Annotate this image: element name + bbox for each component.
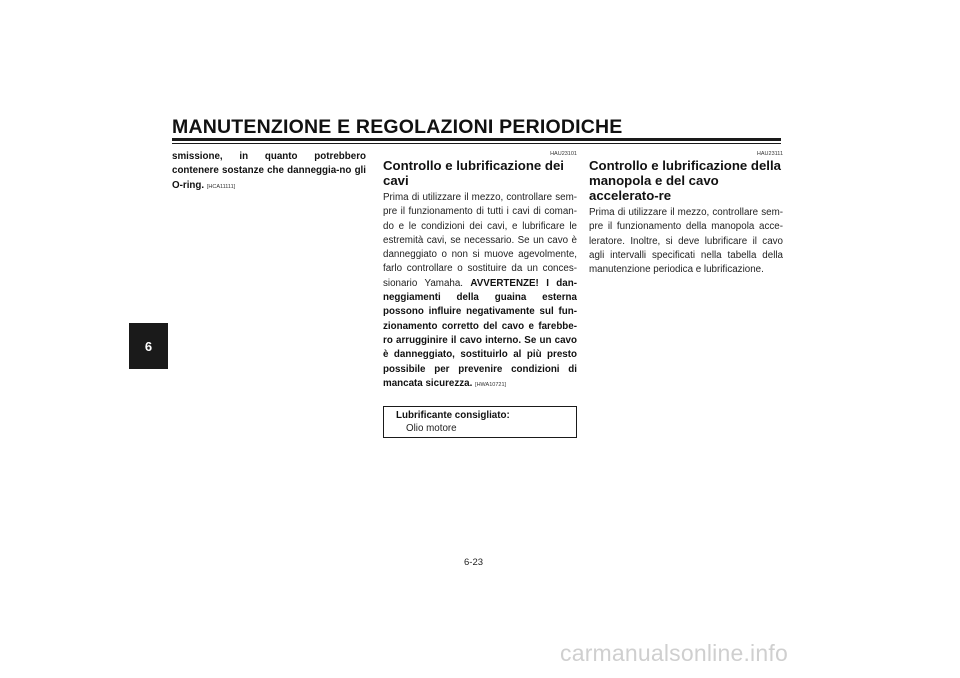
column-2	[383, 150, 577, 438]
section-body-throttle: Prima di utilizzare il mezzo, controllare sem-pre il funzionamento della manopola acce-leratore. Inoltre, si deve lubrificare il cavo agli intervalli specificati nella tabella della manutenzione periodica e lubrificazione.	[589, 207, 783, 276]
section-code: HAU23111	[756, 151, 783, 157]
page-number: 6-23	[464, 557, 484, 568]
section-heading-throttle: Controllo e lubrificazione della manopola e del cavo accelerato-re	[589, 158, 781, 203]
body-text: Prima di utilizzare il mezzo, controllare sem-pre il funzionamento di tutti i cavi di coman-do e le condizioni dei cavi, e lubrificare le estremità cavi, se necessario. Se un cavo è danneggiato o non si muove agevolmente, farlo controllare o sostituire da un conces-sionario Yamaha.	[383, 192, 577, 289]
column-1	[172, 150, 366, 194]
section-heading-cables: Controllo e lubrificazione dei cavi	[383, 158, 564, 188]
continued-caution-text	[172, 150, 366, 194]
warning-code: [HWA10721]	[475, 381, 507, 388]
watermark: carmanualsonline.info	[560, 640, 788, 666]
column-3	[589, 150, 783, 277]
lubricant-box	[383, 406, 577, 438]
title-rule	[172, 138, 781, 141]
lubricant-label: Lubrificante consigliato:	[396, 410, 510, 422]
caution-text: smissione, in quanto potrebbero contenere sostanze che danneggia-no gli O-ring.	[172, 151, 366, 191]
page-title: MANUTENZIONE E REGOLAZIONI PERIODICHE	[172, 116, 623, 138]
title-rule-thin	[172, 143, 781, 144]
section-code: HAU23101	[550, 151, 577, 157]
lubricant-value: Olio motore	[406, 422, 457, 434]
section-body-cables	[383, 191, 577, 392]
chapter-tab: 6	[129, 323, 168, 369]
warning-text: AVVERTENZE! I dan-neggiamenti della guaina esterna possono influire negativamente sul fun-zionamento corretto del cavo e farebbe-ro arrugginire il cavo interno. Se un cavo è danneggiato, sostituirlo al più presto possibile per prevenire condizioni di mancata sicurezza.	[383, 277, 577, 389]
caution-code: [HCA11111]	[206, 183, 236, 190]
